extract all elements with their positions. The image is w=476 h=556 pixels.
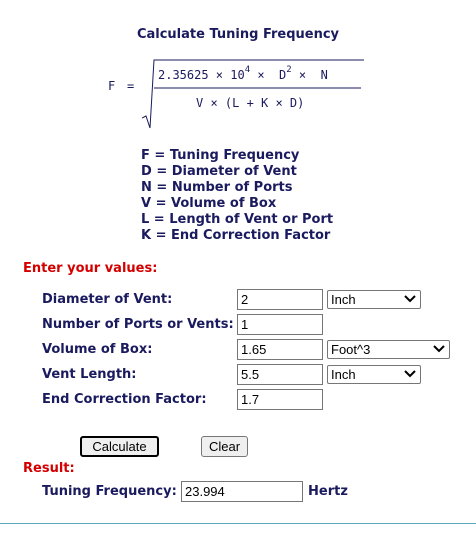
diameter-unit-value: Inch: [331, 292, 356, 307]
diameter-input[interactable]: [237, 289, 323, 310]
definition-item: L = Length of Vent or Port: [141, 212, 334, 227]
definition-item: D = Diameter of Vent: [141, 164, 297, 179]
diameter-label: Diameter of Vent:: [42, 292, 173, 307]
volume-label: Volume of Box:: [42, 342, 153, 357]
correction-label: End Correction Factor:: [42, 392, 207, 407]
result-label: Tuning Frequency:: [42, 484, 177, 499]
volume-input[interactable]: [237, 339, 323, 360]
clear-button[interactable]: Clear: [201, 436, 248, 457]
chevron-down-icon: [404, 369, 416, 379]
result-heading: Result:: [23, 461, 75, 476]
formula-equals: =: [127, 79, 135, 93]
enter-values-heading: Enter your values:: [23, 261, 158, 276]
chevron-down-icon: [404, 294, 416, 304]
page-title: Calculate Tuning Frequency: [136, 27, 340, 42]
definition-item: F = Tuning Frequency: [141, 148, 300, 163]
definition-item: V = Volume of Box: [141, 196, 277, 211]
result-unit: Hertz: [308, 484, 348, 499]
divider: [0, 523, 476, 524]
definition-item: K = End Correction Factor: [141, 228, 331, 243]
volume-unit-select[interactable]: [327, 340, 450, 359]
correction-input[interactable]: [237, 389, 323, 410]
length-label: Vent Length:: [42, 367, 137, 382]
definition-item: N = Number of Ports: [141, 180, 293, 195]
variable-definitions: [141, 148, 333, 244]
volume-unit-value: Foot^3: [331, 342, 371, 357]
ports-label: Number of Ports or Vents:: [42, 317, 234, 332]
length-unit-value: Inch: [331, 367, 356, 382]
length-input[interactable]: [237, 364, 323, 385]
formula-numerator: $2.35625 \times 10^4 \times D^2 \times N$: [158, 65, 328, 82]
tuning-frequency-output[interactable]: [181, 481, 303, 502]
chevron-down-icon: [433, 344, 445, 354]
ports-input[interactable]: [237, 314, 323, 335]
diameter-unit-select[interactable]: [327, 290, 421, 309]
calculate-button[interactable]: Calculate: [80, 436, 159, 457]
formula-denominator: V × (L + K × D): [196, 96, 305, 110]
length-unit-select[interactable]: [327, 365, 421, 384]
formula-lhs: F: [108, 79, 116, 93]
